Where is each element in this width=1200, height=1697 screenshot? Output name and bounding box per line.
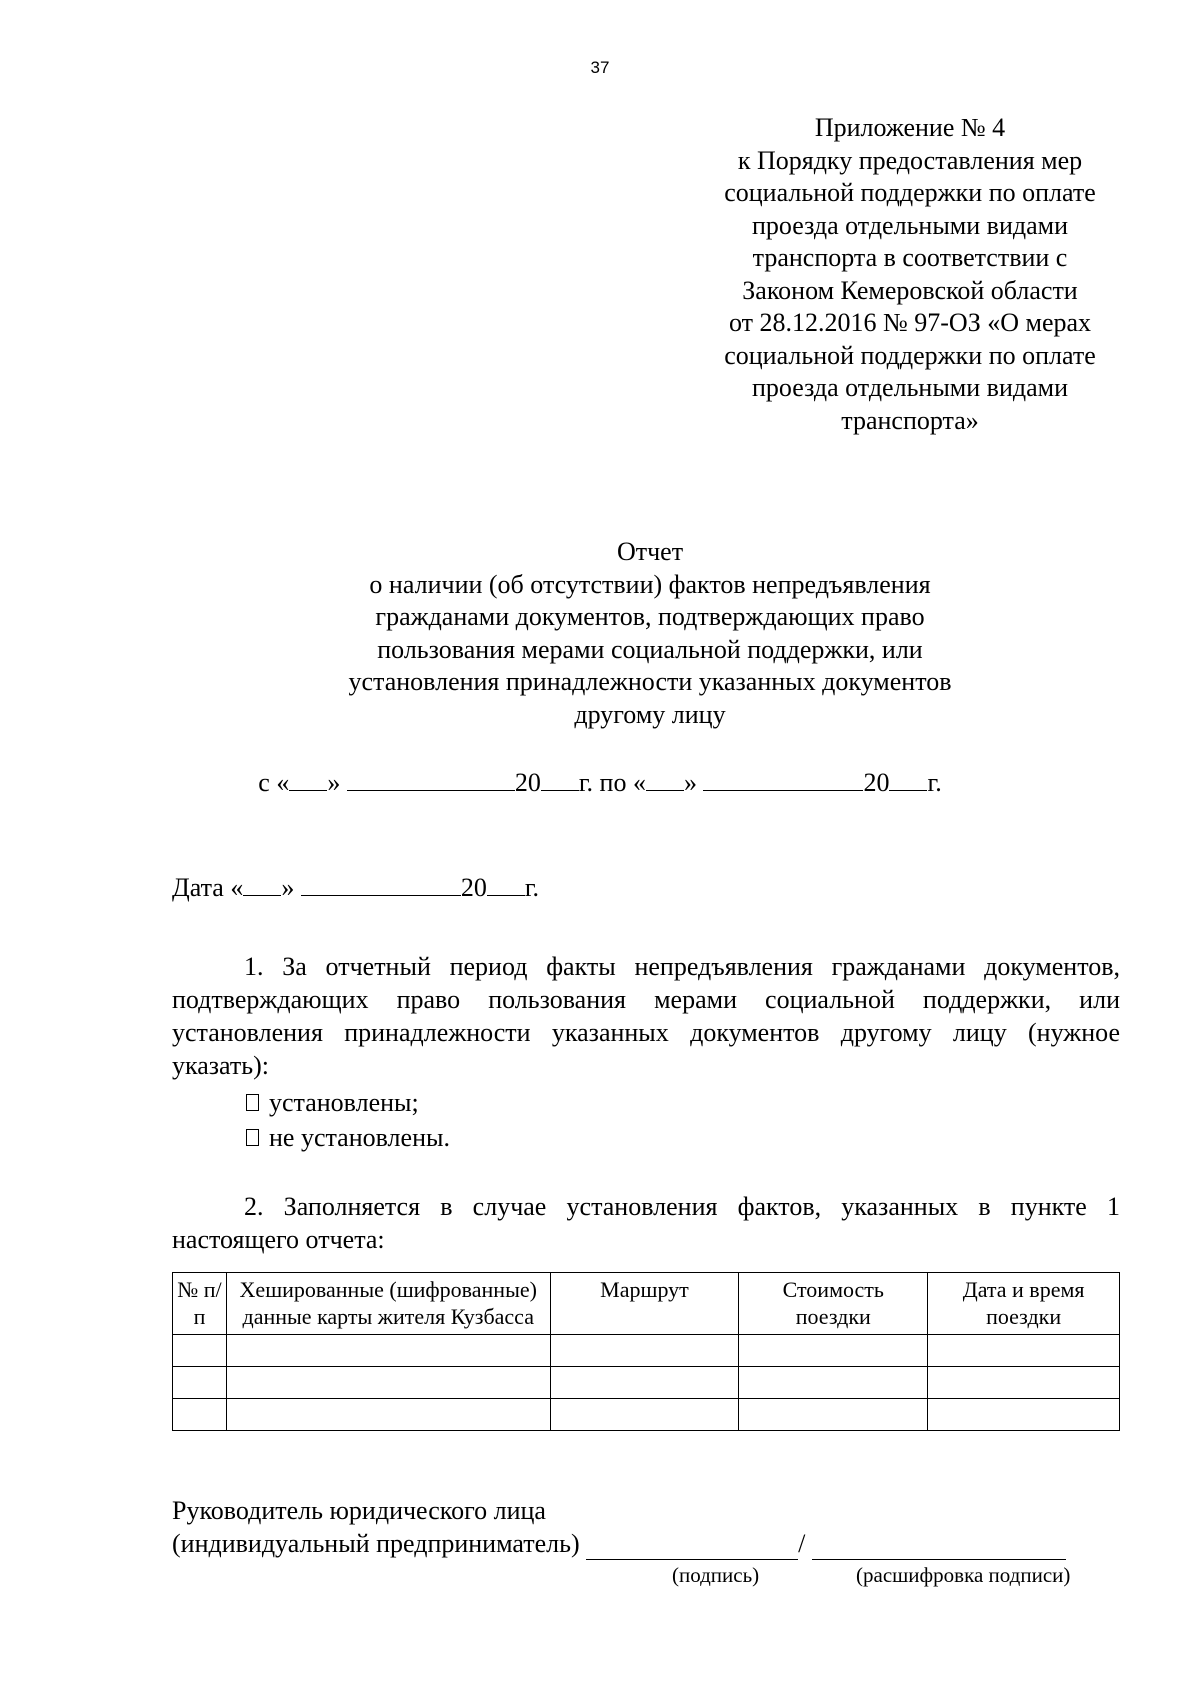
signer-subtitle: (индивидуальный предприниматель): [172, 1529, 580, 1558]
title-line: установления принадлежности указанных документов: [348, 667, 952, 696]
table-cell[interactable]: [226, 1335, 550, 1367]
page-number: 37: [590, 58, 610, 77]
appendix-line: транспорта в соответствии с: [752, 243, 1068, 272]
period-from-year-blank[interactable]: [541, 766, 579, 791]
title-line: другому лицу: [574, 699, 726, 729]
table-cell[interactable]: [739, 1399, 928, 1431]
table-cell[interactable]: [928, 1399, 1120, 1431]
appendix-line: Законом Кемеровской области: [742, 275, 1078, 305]
report-date: [172, 871, 539, 903]
date-year-blank[interactable]: [487, 871, 525, 896]
period-year-prefix: 20: [514, 768, 541, 797]
column-header-card-data: Хешированные (шифрованные) данные карты жителя Кузбасса: [226, 1273, 550, 1335]
column-header-number: № п/п: [173, 1273, 227, 1335]
paragraph-line: настоящего отчета:: [172, 1225, 385, 1254]
appendix-line: проезда отдельными видами: [751, 373, 1068, 402]
date-year-prefix: 20: [460, 873, 487, 902]
date-end: г.: [524, 873, 540, 902]
signature-separator: /: [798, 1529, 806, 1558]
paragraph-2: [172, 1190, 1120, 1256]
table-row: [173, 1399, 1120, 1431]
column-header-datetime: Дата и время поездки: [928, 1273, 1120, 1335]
checkbox-icon[interactable]: [246, 1129, 259, 1146]
table-cell[interactable]: [928, 1335, 1120, 1367]
signature-decode-blank[interactable]: [812, 1535, 1066, 1560]
appendix-line: социальной поддержки по оплате: [724, 178, 1096, 207]
paragraph-line: указать):: [172, 1051, 270, 1080]
period-quote: »: [683, 768, 697, 797]
table-cell[interactable]: [739, 1367, 928, 1399]
table-cell[interactable]: [226, 1399, 550, 1431]
column-header-route: Маршрут: [550, 1273, 739, 1335]
title-line: гражданами документов, подтверждающих право: [375, 602, 925, 631]
report-period: [0, 766, 1200, 799]
paragraph-line: 2. Заполняется в случае установления фактов, указанных в пункте 1: [244, 1192, 1120, 1221]
period-to-day-blank[interactable]: [646, 766, 684, 791]
paragraph-line: 1. За отчетный период факты непредъявления гражданами документов,: [244, 952, 1120, 981]
table-cell[interactable]: [550, 1399, 739, 1431]
checkbox-icon[interactable]: [246, 1094, 259, 1111]
period-end: г.: [927, 768, 942, 797]
table-cell[interactable]: [173, 1399, 227, 1431]
period-from-label: с «: [258, 768, 290, 797]
appendix-header: [680, 112, 1140, 437]
signer-title: Руководитель юридического лица: [172, 1496, 546, 1525]
report-title: [270, 536, 1030, 731]
table-cell[interactable]: [739, 1335, 928, 1367]
appendix-line: транспорта»: [841, 405, 979, 435]
title-line: пользования мерами социальной поддержки, или: [377, 634, 923, 664]
signature-row: [172, 1527, 1066, 1560]
paragraph-line: установления принадлежности указанных документов другому лицу (нужное: [172, 1018, 1120, 1047]
period-to-month-blank[interactable]: [703, 766, 863, 791]
option-established[interactable]: [246, 1085, 450, 1120]
option-not-established[interactable]: [246, 1120, 450, 1155]
period-quote: »: [327, 768, 341, 797]
appendix-line: к Порядку предоставления мер: [737, 145, 1083, 175]
caption-signature: (подпись): [672, 1563, 760, 1587]
period-to-year-blank[interactable]: [889, 766, 927, 791]
appendix-line: проезда отдельными видами: [751, 210, 1068, 240]
date-month-blank[interactable]: [301, 871, 461, 896]
table-cell[interactable]: [928, 1367, 1120, 1399]
table-header-row: [173, 1273, 1120, 1335]
table-cell[interactable]: [226, 1367, 550, 1399]
appendix-line: социальной поддержки по оплате: [724, 340, 1096, 370]
table-cell[interactable]: [173, 1367, 227, 1399]
title-line: Отчет: [616, 537, 684, 566]
period-from-month-blank[interactable]: [347, 766, 515, 791]
date-day-blank[interactable]: [243, 871, 281, 896]
column-header-cost: Стоимость поездки: [739, 1273, 928, 1335]
table-cell[interactable]: [550, 1367, 739, 1399]
date-label: Дата «: [172, 873, 244, 902]
table-cell[interactable]: [550, 1335, 739, 1367]
paragraph-1: [172, 950, 1120, 1082]
signature-blank[interactable]: [586, 1535, 798, 1560]
table-row: [173, 1335, 1120, 1367]
appendix-line: Приложение № 4: [814, 113, 1006, 142]
appendix-line: от 28.12.2016 № 97-ОЗ «О мерах: [728, 308, 1092, 337]
option-label: не установлены.: [269, 1123, 450, 1152]
period-from-day-blank[interactable]: [289, 766, 327, 791]
period-to-label: г. по «: [578, 768, 646, 797]
options-list: [246, 1085, 450, 1155]
trips-table: [172, 1272, 1120, 1431]
title-line: о наличии (об отсутствии) фактов непредъявления: [369, 569, 931, 599]
option-label: установлены;: [269, 1088, 419, 1117]
date-quote: »: [281, 873, 295, 902]
caption-decode: (расшифровка подписи): [856, 1563, 1071, 1587]
paragraph-line: подтверждающих право пользования мерами социальной поддержки, или: [172, 985, 1120, 1014]
table-row: [173, 1367, 1120, 1399]
signature-block: [172, 1494, 1066, 1560]
table-cell[interactable]: [173, 1335, 227, 1367]
period-year-prefix: 20: [863, 768, 890, 797]
